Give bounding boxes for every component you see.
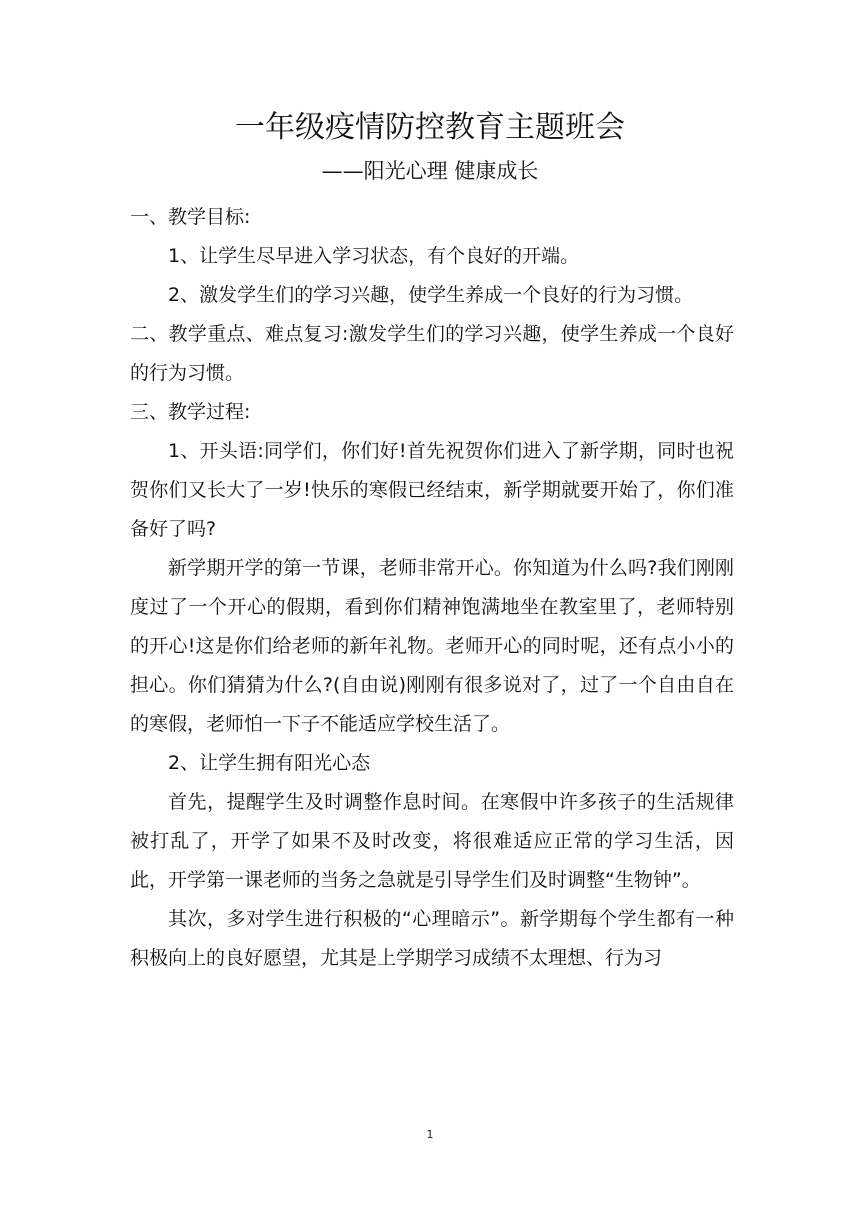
document-body: [130, 198, 734, 978]
process-item-2-heading: 2、让学生拥有阳光心态: [168, 752, 371, 774]
document-subtitle: ——阳光心理 健康成长: [321, 159, 539, 183]
section-heading-key-points: 二、教学重点、难点复习:激发学生们的学习兴趣，使学生养成一个良好的行为习惯。: [130, 323, 734, 384]
process-opening-paragraph: 1、开头语:同学们，你们好!首先祝贺你们进入了新学期，同时也祝贺你们又长大了一岁!快乐的寒假已经结束，新学期就要开始了，你们准备好了吗?: [130, 440, 734, 540]
objective-item-2: 2、激发学生们的学习兴趣，使学生养成一个良好的行为习惯。: [168, 284, 694, 306]
section-heading-objectives: 一、教学目标:: [130, 206, 251, 228]
section-heading-process: 三、教学过程:: [130, 401, 251, 423]
process-second-point-paragraph: 其次，多对学生进行积极的“心理暗示”。新学期每个学生都有一种积极向上的良好愿望，尤其是上学期学习成绩不太理想、行为习: [130, 908, 734, 969]
document-title: 一年级疫情防控教育主题班会: [235, 110, 625, 145]
process-first-lesson-paragraph: 新学期开学的第一节课，老师非常开心。你知道为什么吗?我们刚刚度过了一个开心的假期，看到你们精神饱满地坐在教室里了，老师特别的开心!这是你们给老师的新年礼物。老师开心的同时呢，还有点小小的担心。你们猜猜为什么?(自由说)刚刚有很多说对了，过了一个自由自在的寒假，老师怕一下子不能适应学校生活了。: [130, 557, 734, 735]
objective-item-1: 1、让学生尽早进入学习状态，有个良好的开端。: [168, 245, 580, 267]
process-first-point-paragraph: 首先，提醒学生及时调整作息时间。在寒假中许多孩子的生活规律被打乱了，开学了如果不及时改变，将很难适应正常的学习生活，因此，开学第一课老师的当务之急就是引导学生们及时调整“生物钟”。: [130, 791, 734, 891]
page-number: 1: [426, 1128, 434, 1141]
